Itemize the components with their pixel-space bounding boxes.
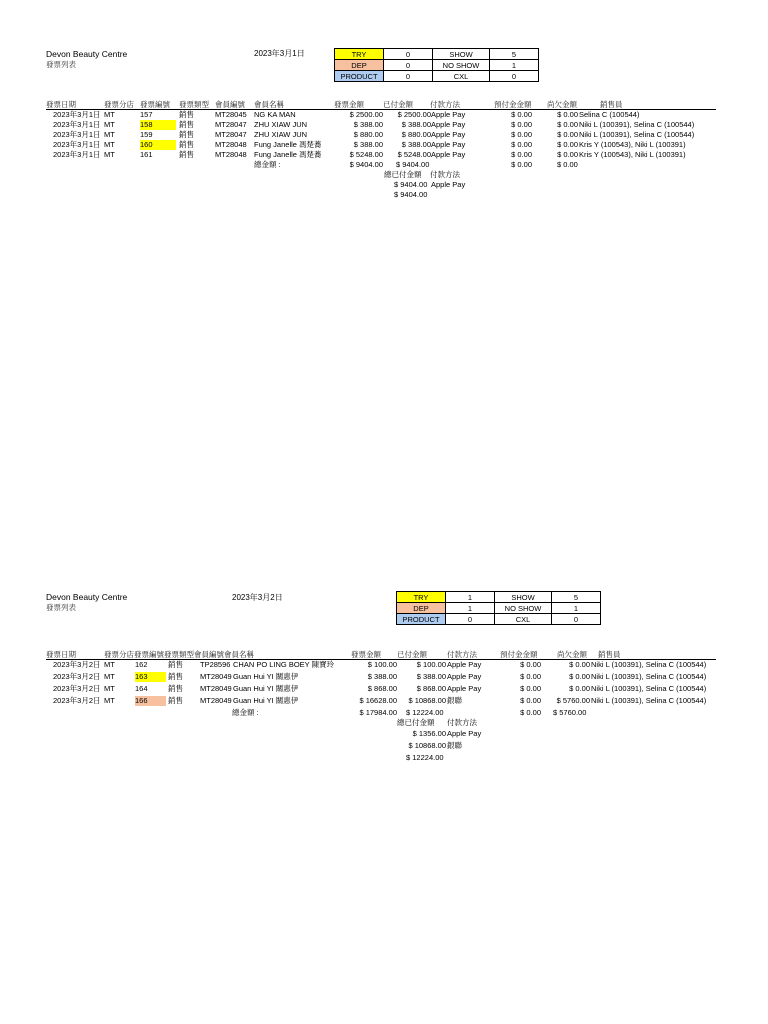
cell-method: Apple Pay (447, 672, 482, 681)
cell-invoice-no: 158 (140, 120, 176, 130)
cell-member-name: CHAN PO LING BOEY 陳寶玲 (233, 660, 335, 669)
header-amount: 發票金額 (351, 650, 381, 659)
cell-branch: MT (104, 684, 115, 693)
cell-sales: Niki L (100391), Selina C (100544) (591, 672, 707, 681)
report-date: 2023年3月2日 (232, 593, 283, 602)
total-label: 總金額 : (254, 160, 281, 169)
total-amount: $ 17984.00 (359, 708, 397, 717)
company-name: Devon Beauty Centre (46, 49, 128, 59)
total-label: 總金額 : (232, 708, 259, 717)
status-noshow-value: 1 (490, 60, 539, 71)
cell-date: 2023年3月2日 (53, 672, 101, 681)
header-invoice-type: 發票類型 (179, 100, 209, 109)
cell-amount: $ 2500.00 (349, 110, 383, 119)
cell-sales: Kris Y (100543), Niki L (100391) (579, 140, 686, 149)
cell-sales: Kris Y (100543), Niki L (100391) (579, 150, 686, 159)
cell-method: Apple Pay (431, 140, 466, 149)
cell-type: 銷售 (179, 120, 194, 129)
status-try-value: 1 (446, 592, 495, 603)
header-amount: 發票金額 (334, 100, 364, 109)
cell-prepaid: $ 0.00 (520, 672, 541, 681)
cell-owing: $ 0.00 (569, 672, 590, 681)
cell-paid: $ 880.00 (401, 130, 431, 139)
cell-member-name: ZHU XIAW JUN (254, 120, 308, 129)
total-paid: $ 9404.00 (396, 160, 430, 169)
breakdown-amount: $ 9404.00 (394, 180, 428, 189)
cell-invoice-no: 166 (135, 696, 166, 706)
cell-branch: MT (104, 660, 115, 669)
header-invoice-no: 發票編號 (140, 100, 170, 109)
cell-member-no: MT28048 (215, 140, 247, 149)
cell-member-no: MT28049 (200, 672, 232, 681)
total-owing: $ 5760.00 (553, 708, 587, 717)
cell-method: Apple Pay (431, 130, 466, 139)
header-owing: 尚欠金額 (557, 650, 587, 659)
report-subtitle: 發票列表 (46, 603, 76, 612)
cell-type: 銷售 (168, 672, 183, 681)
breakdown-method: Apple Pay (447, 729, 482, 738)
status-cxl-value: 0 (490, 71, 539, 82)
header-member-name: 會員名稱 (254, 100, 284, 109)
cell-invoice-no: 157 (140, 110, 153, 119)
status-dep-value: 0 (384, 60, 433, 71)
cell-paid: $ 10868.00 (408, 696, 446, 705)
breakdown-amount: $ 10868.00 (408, 741, 446, 750)
cell-sales: Niki L (100391), Selina C (100544) (591, 684, 707, 693)
cell-method: 銀聯 (447, 696, 462, 705)
header-prepaid: 預付金金額 (494, 100, 532, 109)
cell-member-name: Guan Hui YI 關惠伊 (233, 684, 299, 693)
cell-prepaid: $ 0.00 (511, 120, 532, 129)
header-branch-no-type-member: 發票分店發票編號發票類型會員編號會員名稱 (104, 650, 254, 659)
cell-type: 銷售 (179, 150, 194, 159)
status-show-label: SHOW (433, 49, 490, 60)
cell-method: Apple Pay (431, 120, 466, 129)
cell-member-no: MT28048 (215, 150, 247, 159)
status-product-label: PRODUCT (335, 71, 384, 82)
cell-type: 銷售 (168, 696, 183, 705)
cell-owing: $ 0.00 (557, 120, 578, 129)
cell-date: 2023年3月1日 (53, 150, 101, 159)
cell-prepaid: $ 0.00 (511, 130, 532, 139)
cell-branch: MT (104, 110, 115, 119)
header-branch: 發票分店 (104, 100, 134, 109)
header-date: 發票日期 (46, 650, 76, 659)
cell-owing: $ 0.00 (557, 130, 578, 139)
cell-member-no: MT28049 (200, 696, 232, 705)
total-method-label: 付款方法 (430, 170, 460, 179)
total-method-label: 付款方法 (447, 718, 477, 727)
cell-amount: $ 388.00 (353, 120, 383, 129)
cell-member-no: TP28596 (200, 660, 231, 669)
header-date: 發票日期 (46, 100, 76, 109)
cell-paid: $ 868.00 (416, 684, 446, 693)
cell-member-no: MT28049 (200, 684, 232, 693)
cell-owing: $ 0.00 (569, 684, 590, 693)
status-try-label: TRY (397, 592, 446, 603)
status-try-label: TRY (335, 49, 384, 60)
cell-method: Apple Pay (447, 660, 482, 669)
cell-amount: $ 868.00 (367, 684, 397, 693)
header-paid: 已付金額 (397, 650, 427, 659)
cell-owing: $ 0.00 (557, 150, 578, 159)
cell-branch: MT (104, 672, 115, 681)
cell-member-name: Fung Janelle 馮楚蕎 (254, 140, 322, 149)
breakdown-amount: $ 1356.00 (412, 729, 446, 738)
header-prepaid: 預付金金額 (500, 650, 538, 659)
total-paid: $ 12224.00 (406, 708, 444, 717)
cell-amount: $ 880.00 (353, 130, 383, 139)
cell-member-name: NG KA MAN (254, 110, 296, 119)
cell-paid: $ 100.00 (416, 660, 446, 669)
cell-date: 2023年3月2日 (53, 684, 101, 693)
status-show-value: 5 (552, 592, 601, 603)
cell-sales: Selina C (100544) (579, 110, 640, 119)
cell-date: 2023年3月1日 (53, 130, 101, 139)
status-product-value: 0 (384, 71, 433, 82)
cell-paid: $ 2500.00 (397, 110, 431, 119)
cell-member-name: ZHU XIAW JUN (254, 130, 308, 139)
breakdown-method: Apple Pay (431, 180, 466, 189)
cell-invoice-no: 161 (140, 150, 153, 159)
cell-prepaid: $ 0.00 (520, 660, 541, 669)
cell-sales: Niki L (100391), Selina C (100544) (591, 660, 707, 669)
status-show-label: SHOW (495, 592, 552, 603)
cell-owing: $ 0.00 (557, 110, 578, 119)
cell-branch: MT (104, 696, 115, 705)
cell-member-name: Guan Hui YI 關惠伊 (233, 672, 299, 681)
cell-owing: $ 0.00 (569, 660, 590, 669)
cell-paid: $ 388.00 (401, 140, 431, 149)
cell-owing: $ 0.00 (557, 140, 578, 149)
header-paid: 已付金額 (383, 100, 413, 109)
status-cxl-value: 0 (552, 614, 601, 625)
cell-member-no: MT28045 (215, 110, 247, 119)
header-sales: 銷售員 (600, 100, 623, 109)
cell-amount: $ 5248.00 (349, 150, 383, 159)
cell-member-no: MT28047 (215, 120, 247, 129)
cell-date: 2023年3月1日 (53, 140, 101, 149)
cell-date: 2023年3月1日 (53, 110, 101, 119)
status-dep-label: DEP (397, 603, 446, 614)
cell-sales: Niki L (100391), Selina C (100544) (579, 130, 695, 139)
header-member-no: 會員編號 (215, 100, 245, 109)
status-cxl-label: CXL (433, 71, 490, 82)
cell-amount: $ 388.00 (367, 672, 397, 681)
cell-member-name: Guan Hui YI 關惠伊 (233, 696, 299, 705)
total-paid-label: 總已付金額 (384, 170, 422, 179)
cell-type: 銷售 (168, 684, 183, 693)
total-prepaid: $ 0.00 (520, 708, 541, 717)
cell-amount: $ 16628.00 (359, 696, 397, 705)
total-prepaid: $ 0.00 (511, 160, 532, 169)
cell-sales: Niki L (100391), Selina C (100544) (579, 120, 695, 129)
cell-amount: $ 100.00 (367, 660, 397, 669)
cell-method: Apple Pay (431, 110, 466, 119)
status-try-value: 0 (384, 49, 433, 60)
cell-type: 銷售 (168, 660, 183, 669)
breakdown-method: 銀聯 (447, 741, 462, 750)
report-date: 2023年3月1日 (254, 49, 305, 58)
header-method: 付款方法 (430, 100, 460, 109)
cell-amount: $ 388.00 (353, 140, 383, 149)
cell-type: 銷售 (179, 130, 194, 139)
cell-branch: MT (104, 130, 115, 139)
cell-member-name: Fung Janelle 馮楚蕎 (254, 150, 322, 159)
cell-date: 2023年3月1日 (53, 120, 101, 129)
status-noshow-label: NO SHOW (495, 603, 552, 614)
status-noshow-label: NO SHOW (433, 60, 490, 71)
status-summary-table (396, 591, 601, 625)
cell-date: 2023年3月2日 (53, 696, 101, 705)
cell-invoice-no: 160 (140, 140, 176, 150)
cell-paid: $ 5248.00 (397, 150, 431, 159)
status-cxl-label: CXL (495, 614, 552, 625)
total-owing: $ 0.00 (557, 160, 578, 169)
cell-invoice-no: 162 (135, 660, 148, 669)
header-owing: 尚欠金額 (547, 100, 577, 109)
cell-branch: MT (104, 120, 115, 129)
cell-paid: $ 388.00 (401, 120, 431, 129)
cell-branch: MT (104, 150, 115, 159)
header-sales: 銷售員 (598, 650, 621, 659)
cell-branch: MT (104, 140, 115, 149)
status-show-value: 5 (490, 49, 539, 60)
header-method: 付款方法 (447, 650, 477, 659)
cell-method: Apple Pay (431, 150, 466, 159)
cell-sales: Niki L (100391), Selina C (100544) (591, 696, 707, 705)
status-dep-value: 1 (446, 603, 495, 614)
total-paid-label: 總已付金額 (397, 718, 435, 727)
grand-total-paid: $ 9404.00 (394, 190, 428, 199)
total-amount: $ 9404.00 (349, 160, 383, 169)
cell-date: 2023年3月2日 (53, 660, 101, 669)
cell-paid: $ 388.00 (416, 672, 446, 681)
cell-invoice-no: 164 (135, 684, 148, 693)
cell-member-no: MT28047 (215, 130, 247, 139)
cell-prepaid: $ 0.00 (511, 140, 532, 149)
cell-invoice-no: 163 (135, 672, 166, 682)
cell-type: 銷售 (179, 110, 194, 119)
cell-method: Apple Pay (447, 684, 482, 693)
cell-prepaid: $ 0.00 (520, 696, 541, 705)
cell-prepaid: $ 0.00 (511, 150, 532, 159)
report-subtitle: 發票列表 (46, 60, 76, 69)
cell-type: 銷售 (179, 140, 194, 149)
cell-prepaid: $ 0.00 (511, 110, 532, 119)
status-product-label: PRODUCT (397, 614, 446, 625)
cell-prepaid: $ 0.00 (520, 684, 541, 693)
status-noshow-value: 1 (552, 603, 601, 614)
cell-owing: $ 5760.00 (556, 696, 590, 705)
cell-invoice-no: 159 (140, 130, 153, 139)
status-summary-table (334, 48, 539, 82)
company-name: Devon Beauty Centre (46, 592, 128, 602)
status-product-value: 0 (446, 614, 495, 625)
status-dep-label: DEP (335, 60, 384, 71)
grand-total-paid: $ 12224.00 (406, 753, 444, 762)
